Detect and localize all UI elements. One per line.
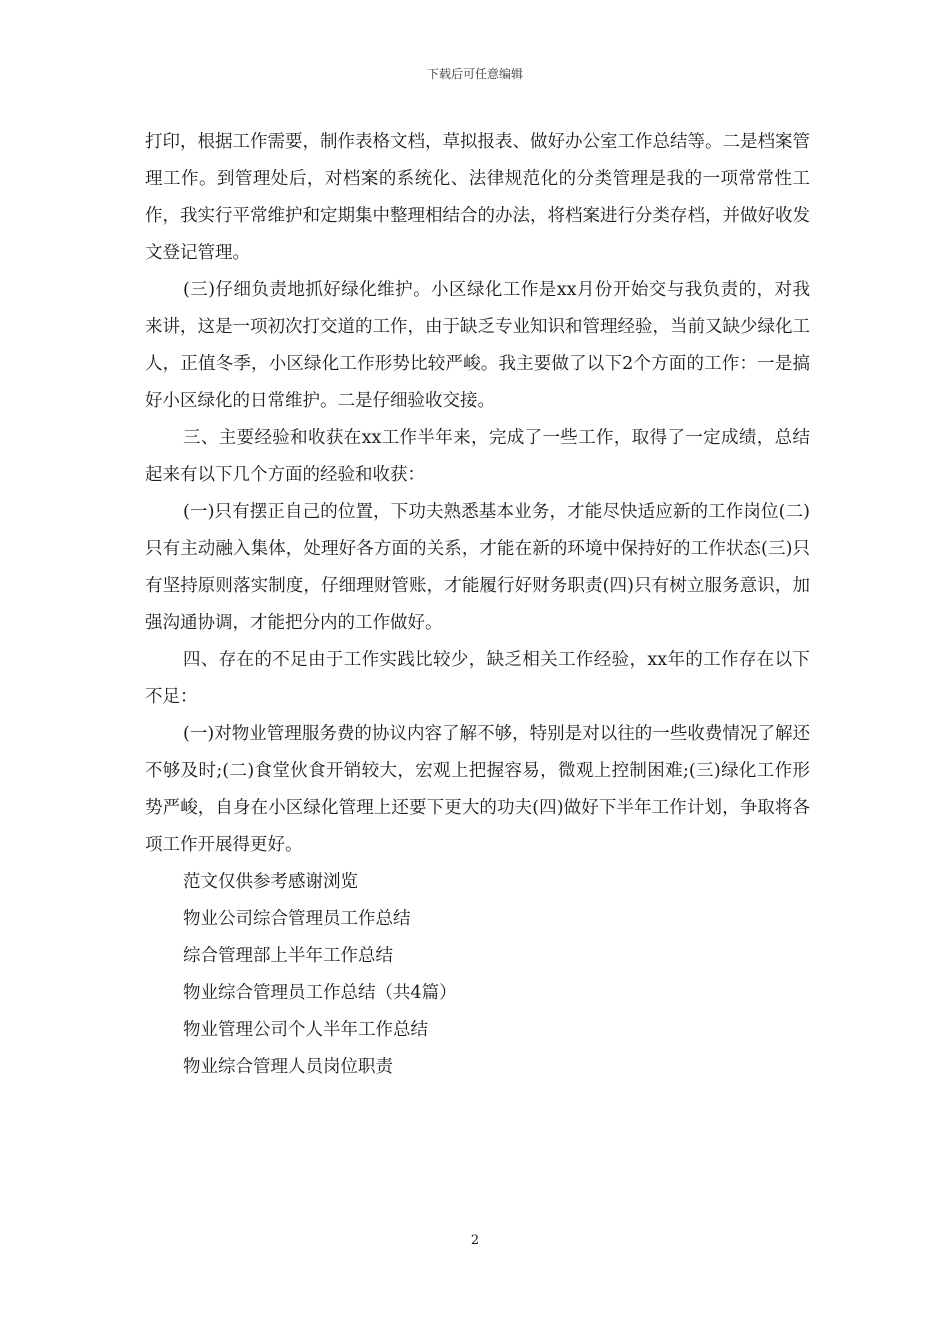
paragraph-2: (三)仔细负责地抓好绿化维护。小区绿化工作是xx月份开始交与我负责的，对我来讲，这是一项初次打交道的工作，由于缺乏专业知识和管理经验，当前又缺少绿化工人，正值冬季，小区绿化工作形势比较严峻。我主要做了以下2个方面的工作：一是搞好小区绿化的日常维护。二是仔细验收交接。 (145, 280, 810, 411)
related-article-5[interactable]: 物业综合管理人员岗位职责 (183, 1057, 393, 1077)
paragraph-3: 三、主要经验和收获在xx工作半年来，完成了一些工作，取得了一定成绩，总结起来有以下几个方面的经验和收获： (145, 428, 810, 485)
paragraph-6: (一)对物业管理服务费的协议内容了解不够，特别是对以往的一些收费情况了解还不够及时;(二)食堂伙食开销较大，宏观上把握容易，微观上控制困难;(三)绿化工作形势严峻，自身在小区绿化管理上还要下更大的功夫(四)做好下半年工作计划，争取将各项工作开展得更好。 (145, 724, 810, 855)
paragraph-5: 四、存在的不足由于工作实践比较少，缺乏相关工作经验，xx年的工作存在以下不足： (145, 650, 810, 707)
paragraph-4: (一)只有摆正自己的位置，下功夫熟悉基本业务，才能尽快适应新的工作岗位(二)只有主动融入集体，处理好各方面的关系，才能在新的环境中保持好的工作状态(三)只有坚持原则落实制度，仔细理财管账，才能履行好财务职责(四)只有树立服务意识，加强沟通协调，才能把分内的工作做好。 (145, 502, 810, 633)
page-number: 2 (470, 1233, 480, 1248)
disclaimer-line: 范文仅供参考感谢浏览 (183, 872, 358, 892)
related-article-1[interactable]: 物业公司综合管理员工作总结 (183, 909, 411, 929)
related-article-2[interactable]: 综合管理部上半年工作总结 (183, 946, 393, 966)
related-article-4[interactable]: 物业管理公司个人半年工作总结 (183, 1020, 428, 1040)
page-header: 下载后可任意编辑 (426, 67, 523, 81)
document-body (145, 124, 810, 1086)
related-article-3[interactable]: 物业综合管理员工作总结（共4篇） (183, 983, 457, 1003)
paragraph-1: 打印，根据工作需要，制作表格文档，草拟报表、做好办公室工作总结等。二是档案管理工作。到管理处后，对档案的系统化、法律规范化的分类管理是我的一项常常性工作，我实行平常维护和定期集中整理相结合的办法，将档案进行分类存档，并做好收发文登记管理。 (145, 132, 810, 263)
